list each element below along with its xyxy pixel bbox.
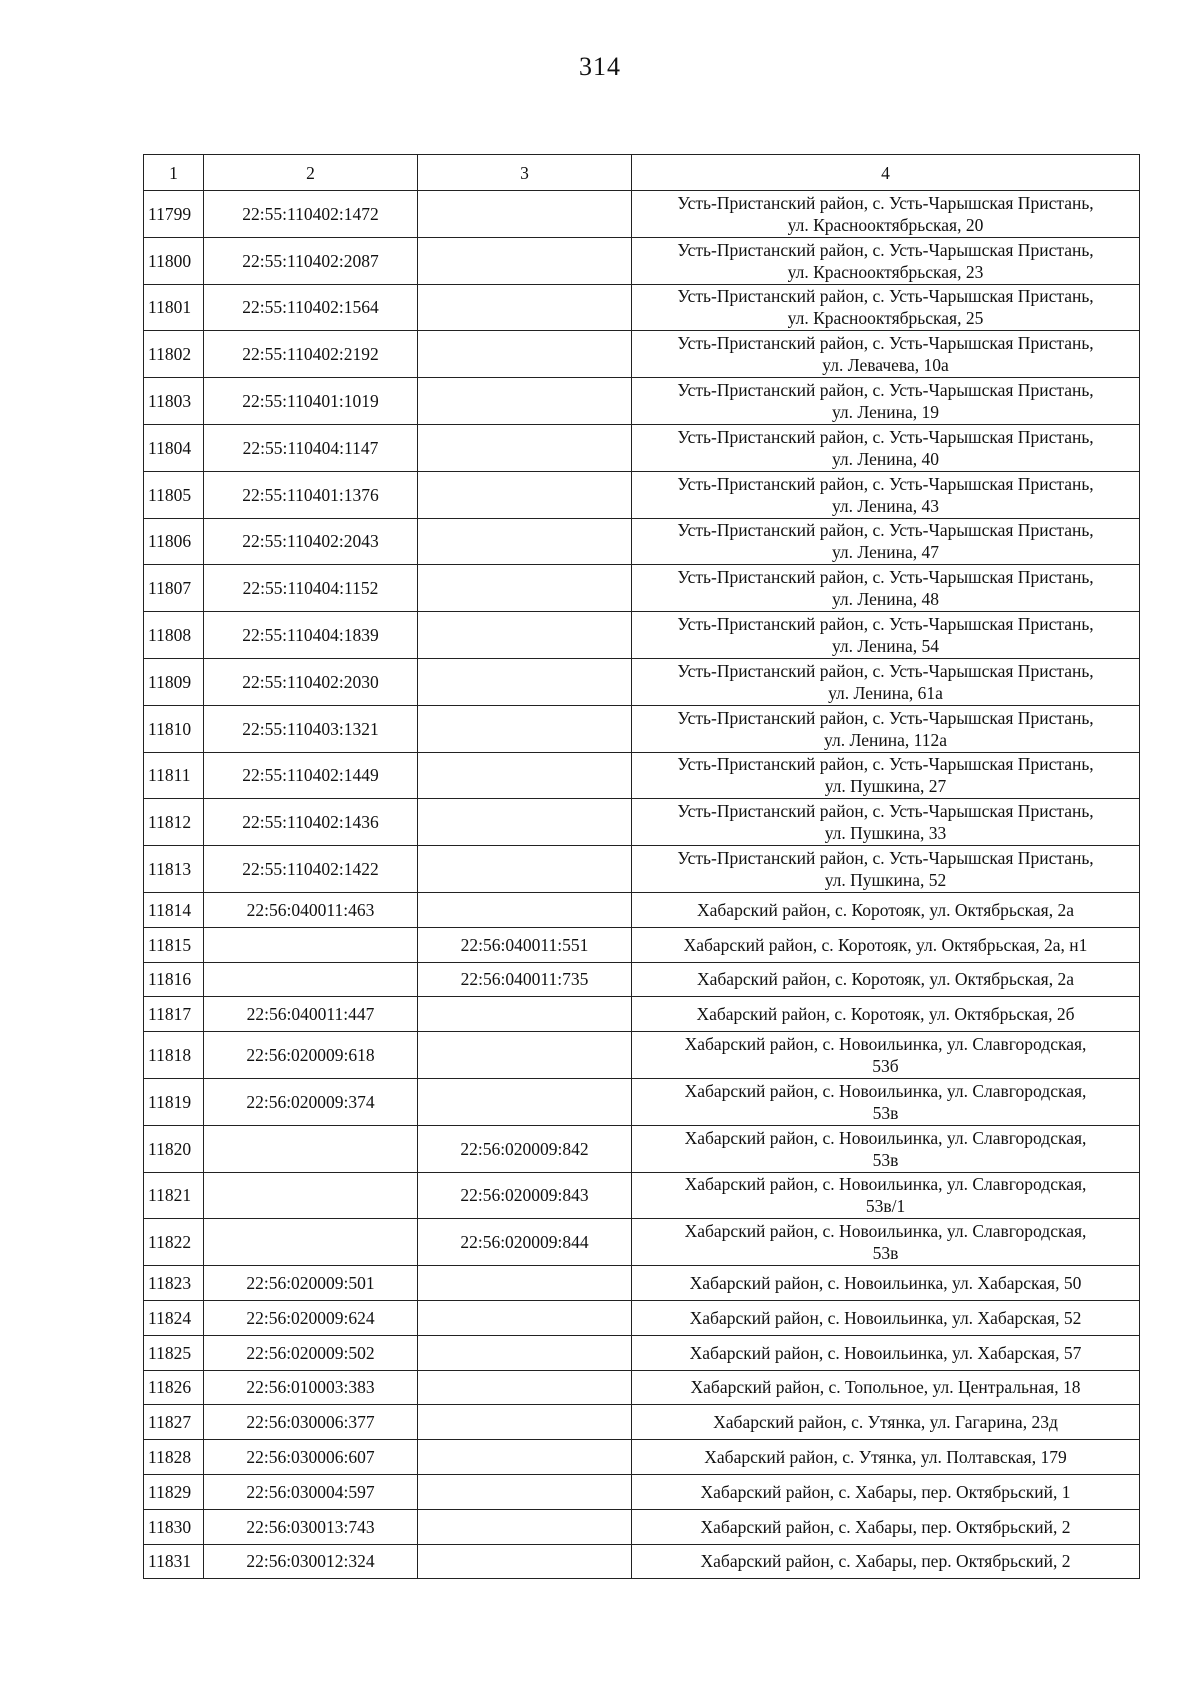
cadastral-number-alt-cell: 22:56:040011:735 <box>418 962 632 997</box>
table-body <box>144 191 1140 1579</box>
row-number-cell: 11803 <box>144 378 204 425</box>
cadastral-number-alt-cell <box>418 752 632 799</box>
address-cell <box>632 1172 1140 1219</box>
cadastral-number-alt-cell <box>418 1509 632 1544</box>
cadastral-number-alt-cell <box>418 565 632 612</box>
address-cell <box>632 471 1140 518</box>
address-line-2: ул. Пушкина, 27 <box>824 776 947 797</box>
cadastral-number-alt-cell <box>418 237 632 284</box>
address-cell <box>632 1509 1140 1544</box>
cadastral-number-cell: 22:55:110402:2087 <box>204 237 418 284</box>
address-cell <box>632 705 1140 752</box>
table-row <box>144 1474 1140 1509</box>
cadastral-number-cell: 22:55:110404:1152 <box>204 565 418 612</box>
row-number-cell: 11808 <box>144 612 204 659</box>
cadastral-number-cell: 22:55:110402:2192 <box>204 331 418 378</box>
row-number-cell: 11800 <box>144 237 204 284</box>
address-cell <box>632 1474 1140 1509</box>
address-line-2: ул. Левачева, 10а <box>822 355 949 376</box>
cadastral-number-alt-cell <box>418 378 632 425</box>
table-row <box>144 1032 1140 1079</box>
table-row <box>144 927 1140 962</box>
cadastral-number-cell: 22:55:110402:1564 <box>204 284 418 331</box>
table-row <box>144 1509 1140 1544</box>
address-line-1: Хабарский район, с. Новоильинка, ул. Хабарская, 57 <box>689 1342 1082 1363</box>
cadastral-number-alt-cell <box>418 1405 632 1440</box>
address-line-2: ул. Ленина, 61а <box>828 682 943 703</box>
cadastral-number-alt-cell <box>418 1078 632 1125</box>
cadastral-number-alt-cell: 22:56:020009:844 <box>418 1219 632 1266</box>
address-line-1: Хабарский район, с. Коротояк, ул. Октябрьская, 2а <box>697 969 1074 990</box>
table-row <box>144 1544 1140 1579</box>
address-line-1: Хабарский район, с. Новоильинка, ул. Хабарская, 50 <box>689 1273 1082 1294</box>
cadastral-number-cell: 22:56:020009:618 <box>204 1032 418 1079</box>
address-cell <box>632 846 1140 893</box>
address-line-1: Усть-Пристанский район, с. Усть-Чарышская Пристань, <box>677 520 1094 541</box>
address-line-2: ул. Краснооктябрьская, 23 <box>787 261 984 282</box>
cadastral-number-alt-cell: 22:56:040011:551 <box>418 927 632 962</box>
cadastral-number-alt-cell: 22:56:020009:843 <box>418 1172 632 1219</box>
page-number: 314 <box>579 52 621 81</box>
row-number-cell: 11830 <box>144 1509 204 1544</box>
cadastral-number-alt-cell <box>418 705 632 752</box>
header-col-4: 4 <box>632 155 1140 191</box>
address-line-2: ул. Краснооктябрьская, 25 <box>787 308 984 329</box>
table-row <box>144 1125 1140 1172</box>
address-cell <box>632 1440 1140 1475</box>
cadastral-number-alt-cell <box>418 892 632 927</box>
address-line-1: Хабарский район, с. Хабары, пер. Октябрьский, 1 <box>700 1481 1071 1502</box>
row-number-cell: 11820 <box>144 1125 204 1172</box>
cadastral-number-cell <box>204 1219 418 1266</box>
address-line-1: Хабарский район, с. Новоильинка, ул. Хабарская, 52 <box>689 1307 1082 1328</box>
table-row <box>144 237 1140 284</box>
cadastral-number-cell: 22:55:110402:1449 <box>204 752 418 799</box>
table-row <box>144 1370 1140 1405</box>
table-row <box>144 471 1140 518</box>
cadastral-number-alt-cell <box>418 1300 632 1335</box>
address-cell <box>632 1405 1140 1440</box>
registry-table <box>143 154 1140 1579</box>
cadastral-number-cell: 22:56:020009:501 <box>204 1266 418 1301</box>
address-line-1: Усть-Пристанский район, с. Усть-Чарышская Пристань, <box>677 567 1094 588</box>
table-row <box>144 284 1140 331</box>
table-row <box>144 612 1140 659</box>
address-line-1: Хабарский район, с. Коротояк, ул. Октябрьская, 2б <box>696 1004 1075 1025</box>
row-number-cell: 11813 <box>144 846 204 893</box>
row-number-cell: 11816 <box>144 962 204 997</box>
address-line-1: Усть-Пристанский район, с. Усть-Чарышская Пристань, <box>677 660 1094 681</box>
table-row <box>144 1300 1140 1335</box>
table-row <box>144 997 1140 1032</box>
table-row <box>144 1335 1140 1370</box>
address-line-2: ул. Ленина, 47 <box>831 542 940 563</box>
address-cell <box>632 1300 1140 1335</box>
cadastral-number-cell: 22:56:030004:597 <box>204 1474 418 1509</box>
address-cell <box>632 237 1140 284</box>
address-cell <box>632 1078 1140 1125</box>
address-cell <box>632 1032 1140 1079</box>
address-cell <box>632 997 1140 1032</box>
cadastral-number-alt-cell <box>418 846 632 893</box>
table-row <box>144 1440 1140 1475</box>
row-number-cell: 11818 <box>144 1032 204 1079</box>
header-col-3: 3 <box>418 155 632 191</box>
row-number-cell: 11822 <box>144 1219 204 1266</box>
row-number-cell: 11811 <box>144 752 204 799</box>
cadastral-number-alt-cell <box>418 799 632 846</box>
address-line-1: Хабарский район, с. Утянка, ул. Гагарина, 23д <box>713 1412 1058 1433</box>
address-line-2: ул. Ленина, 54 <box>831 636 940 657</box>
address-line-1: Усть-Пристанский район, с. Усть-Чарышская Пристань, <box>677 801 1094 822</box>
cadastral-number-cell: 22:56:030006:377 <box>204 1405 418 1440</box>
address-line-2: ул. Ленина, 43 <box>831 495 940 516</box>
address-line-1: Усть-Пристанский район, с. Усть-Чарышская Пристань, <box>677 614 1094 635</box>
row-number-cell: 11819 <box>144 1078 204 1125</box>
address-line-1: Усть-Пристанский район, с. Усть-Чарышская Пристань, <box>677 286 1094 307</box>
table-row <box>144 1405 1140 1440</box>
cadastral-number-cell: 22:55:110402:2043 <box>204 518 418 565</box>
row-number-cell: 11799 <box>144 191 204 238</box>
row-number-cell: 11827 <box>144 1405 204 1440</box>
address-line-2: ул. Пушкина, 52 <box>824 870 947 891</box>
table-row <box>144 705 1140 752</box>
header-col-1: 1 <box>144 155 204 191</box>
cadastral-number-cell <box>204 1125 418 1172</box>
cadastral-number-cell: 22:56:030013:743 <box>204 1509 418 1544</box>
table-row <box>144 846 1140 893</box>
table-row <box>144 518 1140 565</box>
cadastral-number-alt-cell <box>418 612 632 659</box>
row-number-cell: 11831 <box>144 1544 204 1579</box>
address-line-1: Усть-Пристанский район, с. Усть-Чарышская Пристань, <box>677 473 1094 494</box>
address-cell <box>632 1125 1140 1172</box>
address-cell <box>632 1266 1140 1301</box>
row-number-cell: 11801 <box>144 284 204 331</box>
cadastral-number-cell: 22:56:030012:324 <box>204 1544 418 1579</box>
row-number-cell: 11829 <box>144 1474 204 1509</box>
address-line-1: Хабарский район, с. Хабары, пер. Октябрьский, 2 <box>700 1551 1071 1572</box>
address-line-1: Хабарский район, с. Утянка, ул. Полтавская, 179 <box>704 1447 1067 1467</box>
table-row <box>144 799 1140 846</box>
address-line-2: ул. Ленина, 40 <box>831 448 940 469</box>
table-row <box>144 658 1140 705</box>
cadastral-number-alt-cell <box>418 1440 632 1475</box>
row-number-cell: 11814 <box>144 892 204 927</box>
address-cell <box>632 518 1140 565</box>
address-cell <box>632 892 1140 927</box>
address-line-2: ул. Пушкина, 33 <box>824 823 947 844</box>
row-number-cell: 11821 <box>144 1172 204 1219</box>
table-row <box>144 191 1140 238</box>
address-cell <box>632 331 1140 378</box>
cadastral-number-cell: 22:55:110403:1321 <box>204 705 418 752</box>
cadastral-number-cell: 22:56:010003:383 <box>204 1370 418 1405</box>
address-line-1: Хабарский район, с. Коротояк, ул. Октябрьская, 2а <box>697 899 1074 920</box>
cadastral-number-alt-cell <box>418 1370 632 1405</box>
address-cell <box>632 658 1140 705</box>
cadastral-number-cell <box>204 962 418 997</box>
address-line-1: Усть-Пристанский район, с. Усть-Чарышская Пристань, <box>677 848 1094 869</box>
address-line-1: Усть-Пристанский район, с. Усть-Чарышская Пристань, <box>677 707 1094 728</box>
cadastral-number-alt-cell <box>418 1032 632 1079</box>
address-line-2: 53б <box>872 1056 899 1077</box>
table-row <box>144 892 1140 927</box>
cadastral-number-alt-cell <box>418 424 632 471</box>
cadastral-number-cell <box>204 1172 418 1219</box>
cadastral-number-cell: 22:56:040011:447 <box>204 997 418 1032</box>
cadastral-number-cell: 22:56:030006:607 <box>204 1440 418 1475</box>
header-col-2: 2 <box>204 155 418 191</box>
cadastral-number-cell: 22:55:110402:1472 <box>204 191 418 238</box>
address-cell <box>632 752 1140 799</box>
cadastral-number-alt-cell <box>418 284 632 331</box>
row-number-cell: 11805 <box>144 471 204 518</box>
table-header <box>144 155 1140 191</box>
address-cell <box>632 612 1140 659</box>
cadastral-number-cell: 22:56:020009:374 <box>204 1078 418 1125</box>
row-number-cell: 11824 <box>144 1300 204 1335</box>
address-cell <box>632 799 1140 846</box>
table-row <box>144 752 1140 799</box>
address-line-1: Усть-Пристанский район, с. Усть-Чарышская Пристань, <box>677 380 1094 401</box>
cadastral-number-cell: 22:56:020009:624 <box>204 1300 418 1335</box>
cadastral-number-cell: 22:55:110401:1019 <box>204 378 418 425</box>
address-line-2: 53в <box>872 1102 899 1123</box>
cadastral-number-alt-cell <box>418 471 632 518</box>
row-number-cell: 11812 <box>144 799 204 846</box>
address-line-1: Усть-Пристанский район, с. Усть-Чарышская Пристань, <box>677 192 1094 213</box>
table-row <box>144 1172 1140 1219</box>
address-line-1: Усть-Пристанский район, с. Усть-Чарышская Пристань, <box>677 333 1094 354</box>
address-line-1: Хабарский район, с. Новоильинка, ул. Славгородская, <box>684 1174 1087 1195</box>
cadastral-number-alt-cell <box>418 997 632 1032</box>
address-cell <box>632 378 1140 425</box>
address-cell <box>632 424 1140 471</box>
address-line-2: 53в/1 <box>865 1196 906 1217</box>
cadastral-number-alt-cell: 22:56:020009:842 <box>418 1125 632 1172</box>
table-row <box>144 331 1140 378</box>
address-cell <box>632 1219 1140 1266</box>
address-cell <box>632 191 1140 238</box>
address-line-2: 53в <box>872 1243 899 1264</box>
cadastral-number-cell: 22:55:110401:1376 <box>204 471 418 518</box>
cadastral-number-alt-cell <box>418 658 632 705</box>
table-row <box>144 1266 1140 1301</box>
cadastral-number-alt-cell <box>418 1544 632 1579</box>
header-row <box>144 155 1140 191</box>
address-line-2: ул. Ленина, 48 <box>831 589 940 610</box>
address-cell <box>632 962 1140 997</box>
table-row <box>144 378 1140 425</box>
address-line-1: Хабарский район, с. Хабары, пер. Октябрьский, 2 <box>700 1516 1071 1537</box>
address-line-2: ул. Краснооктябрьская, 20 <box>787 214 984 235</box>
row-number-cell: 11817 <box>144 997 204 1032</box>
address-line-1: Хабарский район, с. Топольное, ул. Центральная, 18 <box>690 1377 1081 1398</box>
table-row <box>144 565 1140 612</box>
cadastral-number-cell: 22:56:040011:463 <box>204 892 418 927</box>
cadastral-number-cell: 22:56:020009:502 <box>204 1335 418 1370</box>
row-number-cell: 11807 <box>144 565 204 612</box>
address-line-1: Усть-Пристанский район, с. Усть-Чарышская Пристань, <box>677 754 1094 775</box>
address-line-1: Хабарский район, с. Новоильинка, ул. Славгородская, <box>684 1034 1087 1055</box>
cadastral-number-cell: 22:55:110402:1436 <box>204 799 418 846</box>
row-number-cell: 11823 <box>144 1266 204 1301</box>
cadastral-number-alt-cell <box>418 1335 632 1370</box>
address-line-1: Хабарский район, с. Коротояк, ул. Октябрьская, 2а, н1 <box>683 934 1088 955</box>
address-line-1: Усть-Пристанский район, с. Усть-Чарышская Пристань, <box>677 239 1094 260</box>
cadastral-number-alt-cell <box>418 191 632 238</box>
address-line-1: Хабарский район, с. Новоильинка, ул. Славгородская, <box>684 1127 1087 1148</box>
address-line-2: 53в <box>872 1149 899 1170</box>
row-number-cell: 11810 <box>144 705 204 752</box>
cadastral-number-alt-cell <box>418 518 632 565</box>
cadastral-number-cell: 22:55:110402:1422 <box>204 846 418 893</box>
row-number-cell: 11828 <box>144 1440 204 1475</box>
address-cell <box>632 1370 1140 1405</box>
address-cell <box>632 565 1140 612</box>
table-row <box>144 1219 1140 1266</box>
cadastral-number-cell: 22:55:110404:1839 <box>204 612 418 659</box>
address-line-1: Хабарский район, с. Новоильинка, ул. Славгородская, <box>684 1080 1087 1101</box>
address-cell <box>632 927 1140 962</box>
row-number-cell: 11809 <box>144 658 204 705</box>
address-line-2: ул. Ленина, 112а <box>824 729 947 750</box>
address-cell <box>632 284 1140 331</box>
address-line-2: ул. Ленина, 19 <box>831 402 940 423</box>
row-number-cell: 11802 <box>144 331 204 378</box>
cadastral-number-alt-cell <box>418 1266 632 1301</box>
address-cell <box>632 1335 1140 1370</box>
table-row <box>144 962 1140 997</box>
address-line-1: Хабарский район, с. Новоильинка, ул. Славгородская, <box>684 1221 1087 1242</box>
row-number-cell: 11806 <box>144 518 204 565</box>
row-number-cell: 11815 <box>144 927 204 962</box>
address-line-1: Усть-Пристанский район, с. Усть-Чарышская Пристань, <box>677 426 1094 447</box>
table-row <box>144 1078 1140 1125</box>
row-number-cell: 11826 <box>144 1370 204 1405</box>
address-cell <box>632 1544 1140 1579</box>
cadastral-number-alt-cell <box>418 1474 632 1509</box>
cadastral-number-cell <box>204 927 418 962</box>
row-number-cell: 11825 <box>144 1335 204 1370</box>
cadastral-number-alt-cell <box>418 331 632 378</box>
table-row <box>144 424 1140 471</box>
row-number-cell: 11804 <box>144 424 204 471</box>
cadastral-number-cell: 22:55:110404:1147 <box>204 424 418 471</box>
cadastral-number-cell: 22:55:110402:2030 <box>204 658 418 705</box>
